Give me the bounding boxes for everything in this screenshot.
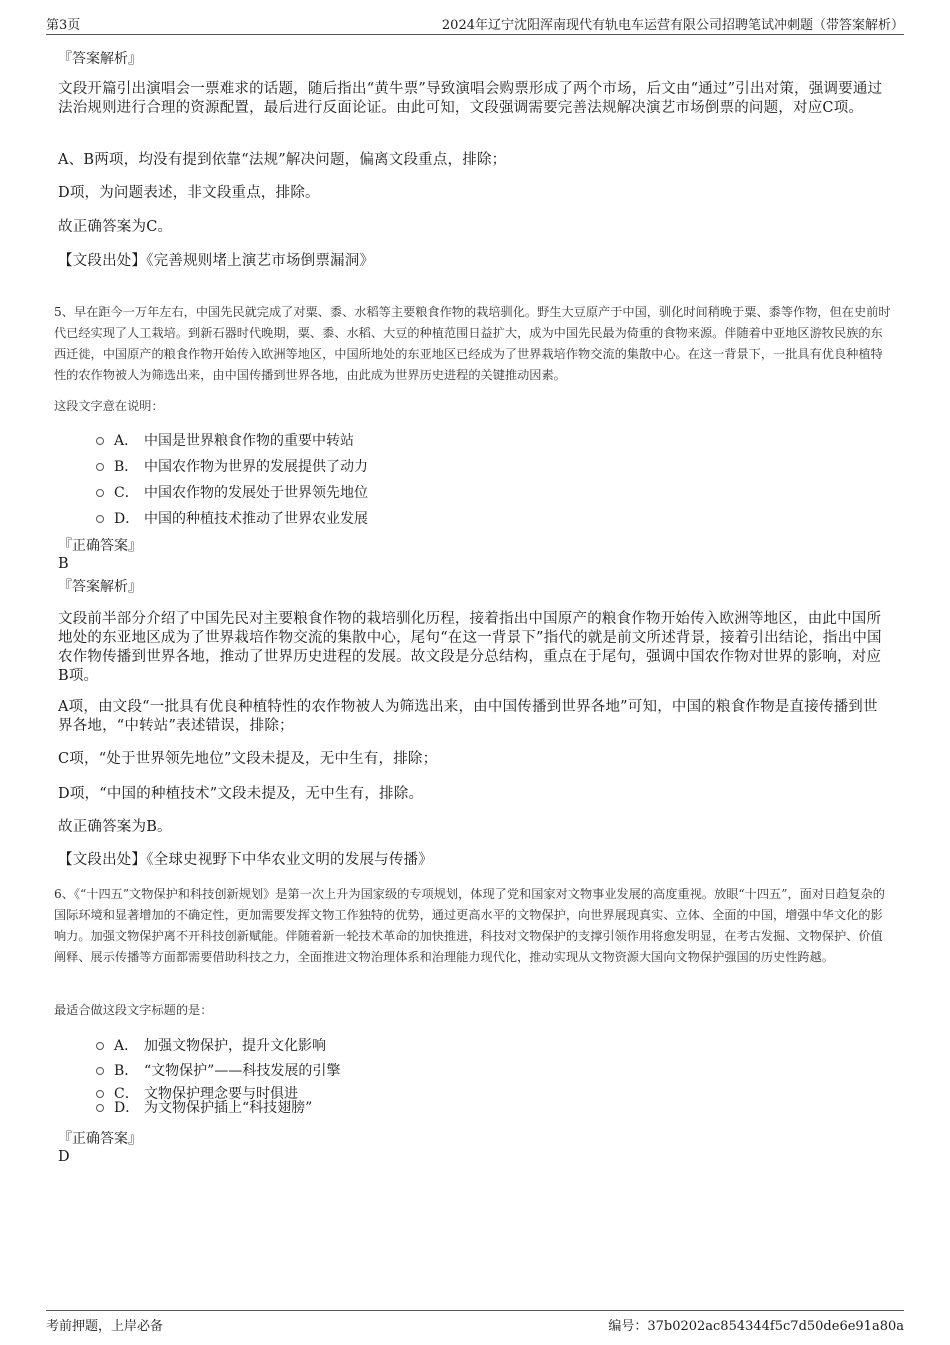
option-d[interactable] — [96, 1098, 696, 1118]
option-text: 中国是世界粮食作物的重要中转站 — [144, 433, 354, 449]
footer-divider — [46, 1310, 904, 1311]
correct-answer: D — [58, 1149, 70, 1165]
option-letter: B． — [114, 459, 139, 475]
option-text: 加强文物保护，提升文化影响 — [144, 1038, 326, 1054]
option-text: 文物保护理念要与时俱进 — [144, 1086, 298, 1102]
option-letter: D． — [114, 1100, 140, 1116]
option-letter: A． — [114, 1038, 139, 1054]
page-number: 第3页 — [46, 18, 81, 33]
footer-slogan: 考前押题，上岸必备 — [46, 1319, 164, 1334]
correct-answer-heading: 『正确答案』 — [58, 538, 142, 554]
option-text: “文物保护”——科技发展的引擎 — [144, 1063, 341, 1079]
analysis-paragraph: D项，“中国的种植技术”文段未提及，无中生有，排除。 — [58, 786, 424, 802]
question-prompt: 最适合做这段文字标题的是： — [54, 1003, 213, 1017]
option-a[interactable] — [96, 431, 696, 451]
document-id: 编号：37b0202ac854344f5c7d50de6e91a80a — [608, 1319, 904, 1334]
option-letter: D． — [114, 511, 140, 527]
analysis-paragraph: D项，为问题表述，非文段重点，排除。 — [58, 185, 320, 201]
analysis-paragraph: A项，由文段“一批具有优良种植特性的农作物被人为筛选出来，由中国传播到世界各地”可知，中国的粮食作物是直接传播到世界各地，“中转站”表述错误，排除； — [58, 699, 878, 734]
option-b[interactable] — [96, 1061, 696, 1081]
option-letter: C． — [114, 485, 139, 501]
analysis-heading: 『答案解析』 — [58, 51, 142, 67]
option-text: 为文物保护插上“科技翅膀” — [144, 1100, 313, 1116]
radio-button-icon[interactable] — [96, 1104, 104, 1112]
option-text: 中国农作物的发展处于世界领先地位 — [144, 485, 368, 501]
source-citation: 【文段出处】《全球史视野下中华农业文明的发展与传播》 — [58, 852, 433, 868]
source-citation: 【文段出处】《完善规则堵上演艺市场倒票漏洞》 — [58, 253, 375, 269]
option-text: 中国农作物为世界的发展提供了动力 — [144, 459, 368, 475]
option-list — [96, 431, 696, 529]
option-list — [96, 1036, 696, 1118]
option-c[interactable] — [96, 483, 696, 503]
option-d[interactable] — [96, 509, 696, 529]
radio-button-icon[interactable] — [96, 515, 104, 523]
option-letter: A． — [114, 433, 139, 449]
question-stem: 5、早在距今一万年左右，中国先民就完成了对粟、黍、水稻等主要粮食作物的栽培驯化。野生大豆原产于中国，驯化时间稍晚于粟、黍等作物，但在史前时代已经实现了人工栽培。到新石器时代晚期，粟、黍、水稻、大豆的种植范围日益扩大，成为中国先民最为倚重的食物来源。伴随着中亚地区游牧民族的东西迁徙，中国原产的粮食作物开始传入欧洲等地区，中国所地处的东亚地区已经成为了世界栽培作物交流的集散中心。在这一背景下，一批具有优良种植特性的农作物被人为筛选出来，由中国传播到世界各地，由此成为世界历史进程的关键推动因素。 — [54, 305, 891, 382]
analysis-paragraph: 文段开篇引出演唱会一票难求的话题，随后指出“黄牛票”导致演唱会购票形成了两个市场，后文由“通过”引出对策，强调要通过法治规则进行合理的资源配置，最后进行反面论证。由此可知，文段强调需要完善法规解决演艺市场倒票的问题，对应C项。 — [58, 81, 883, 116]
analysis-paragraph: 文段前半部分介绍了中国先民对主要粮食作物的栽培驯化历程，接着指出中国原产的粮食作物开始传入欧洲等地区，由此中国所地处的东亚地区成为了世界栽培作物交流的集散中心，尾句“在这一背景下”指代的就是前文所述背景，接着引出结论，指出中国农作物传播到世界各地，推动了世界历史进程的发展。故文段是分总结构，重点在于尾句，强调中国农作物对世界的影响，对应B项。 — [58, 611, 882, 684]
analysis-conclusion: 故正确答案为B。 — [58, 819, 172, 835]
correct-answer-heading: 『正确答案』 — [58, 1131, 142, 1147]
analysis-heading: 『答案解析』 — [58, 579, 142, 595]
header-divider — [46, 34, 904, 35]
document-title: 2024年辽宁沈阳浑南现代有轨电车运营有限公司招聘笔试冲刺题（带答案解析） — [441, 18, 904, 33]
analysis-paragraph: A、B两项，均没有提到依靠“法规”解决问题，偏离文段重点，排除； — [58, 152, 507, 168]
option-letter: C． — [114, 1086, 139, 1102]
radio-button-icon[interactable] — [96, 463, 104, 471]
radio-button-icon[interactable] — [96, 1042, 104, 1050]
option-letter: B． — [114, 1063, 139, 1079]
radio-button-icon[interactable] — [96, 489, 104, 497]
radio-button-icon[interactable] — [96, 1067, 104, 1075]
radio-button-icon[interactable] — [96, 1090, 104, 1098]
question-stem: 6、《“十四五”文物保护和科技创新规划》是第一次上升为国家级的专项规划，体现了党和国家对文物事业发展的高度重视。放眼“十四五”，面对日趋复杂的国际环境和显著增加的不确定性，更加需要发挥文物工作独特的优势，通过更高水平的文物保护，向世界展现真实、立体、全面的中国，增强中华文化的影响力。加强文物保护离不开科技创新赋能。伴随着新一轮技术革命的加快推进，科技对文物保护的支撑引领作用将愈发明显，在考古发掘、文物保护、价值阐释、展示传播等方面都需要借助科技之力，全面推进文物治理体系和治理能力现代化，推动实现从文物资源大国向文物保护强国的历史性跨越。 — [54, 887, 885, 964]
option-a[interactable] — [96, 1036, 696, 1056]
analysis-paragraph: C项，“处于世界领先地位”文段未提及，无中生有，排除； — [58, 751, 438, 767]
option-b[interactable] — [96, 457, 696, 477]
question-prompt: 这段文字意在说明： — [54, 399, 164, 413]
option-text: 中国的种植技术推动了世界农业发展 — [144, 511, 368, 527]
analysis-conclusion: 故正确答案为C。 — [58, 219, 173, 235]
correct-answer: B — [58, 556, 69, 572]
radio-button-icon[interactable] — [96, 437, 104, 445]
